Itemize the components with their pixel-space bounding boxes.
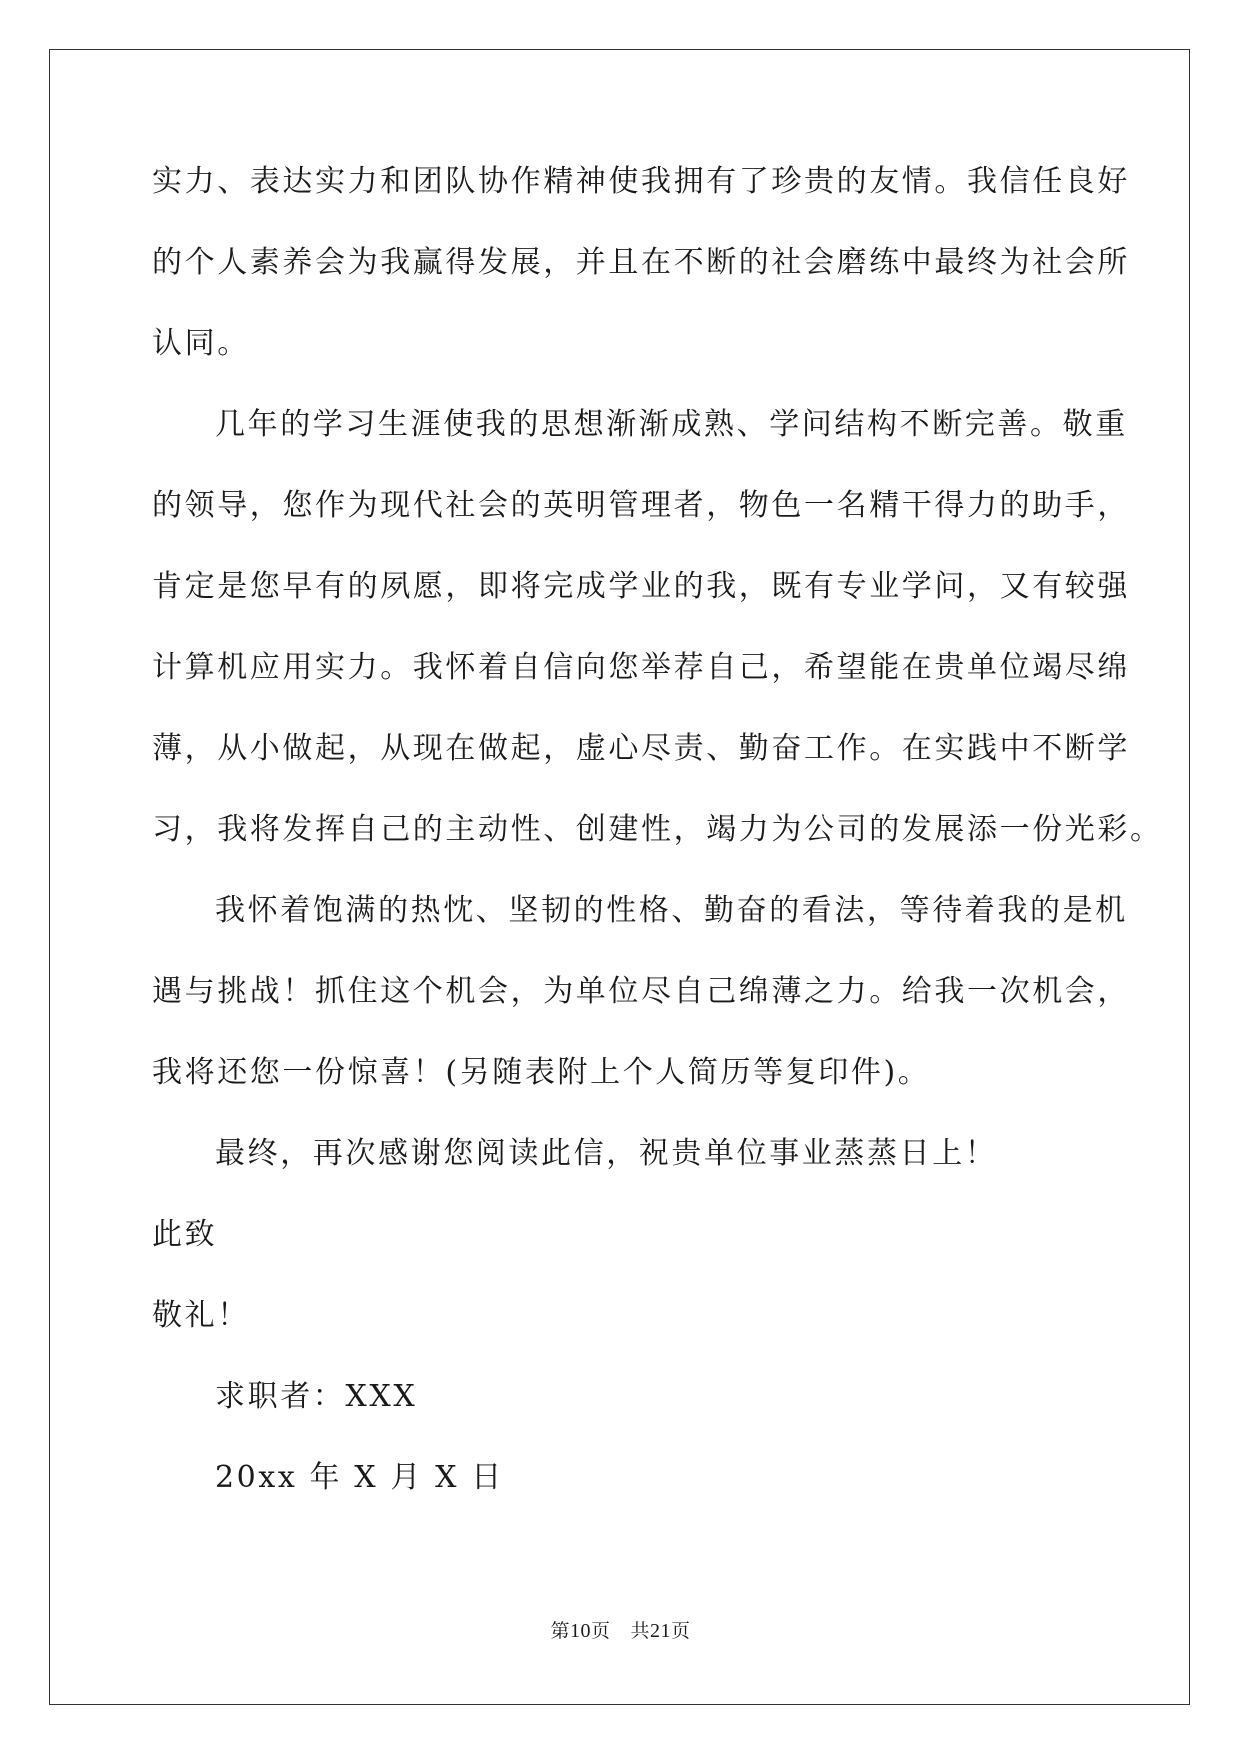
salutation-line: 此致 — [152, 1217, 218, 1252]
paragraph-line: 我怀着饱满的热忱、坚韧的性格、勤奋的看法，等待着我的是机 — [215, 893, 1128, 928]
page-current: 10 — [569, 1620, 591, 1642]
paragraph-line: 计算机应用实力。我怀着自信向您举荐自己，希望能在贵单位竭尽绵 — [152, 650, 1130, 685]
total-suffix: 页 — [671, 1620, 691, 1642]
salutation-line: 敬礼！ — [152, 1298, 250, 1333]
paragraph-line: 我将还您一份惊喜！(另随表附上个人简历等复印件)。 — [152, 1055, 931, 1090]
signature-line: 求职者：XXX — [215, 1379, 418, 1414]
page-prefix: 第 — [550, 1620, 570, 1642]
date-line: 20xx 年 X 月 X 日 — [215, 1460, 504, 1495]
paragraph-line: 肯定是您早有的夙愿，即将完成学业的我，既有专业学问，又有较强 — [152, 569, 1130, 604]
paragraph-line: 的领导，您作为现代社会的英明管理者，物色一名精干得力的助手， — [152, 488, 1130, 523]
page-total: 21 — [650, 1620, 672, 1642]
paragraph-line: 认同。 — [152, 326, 250, 361]
paragraph-line: 几年的学习生涯使我的思想渐渐成熟、学问结构不断完善。敬重 — [215, 407, 1128, 442]
closing-line: 最终，再次感谢您阅读此信，祝贵单位事业蒸蒸日上！ — [215, 1136, 998, 1171]
paragraph-line: 实力、表达实力和团队协作精神使我拥有了珍贵的友情。我信任良好 — [152, 164, 1130, 199]
paragraph-line: 习，我将发挥自己的主动性、创建性，竭力为公司的发展添一份光彩。 — [152, 812, 1163, 847]
page-suffix: 页 — [590, 1620, 611, 1642]
paragraph-line: 薄，从小做起，从现在做起，虚心尽责、勤奋工作。在实践中不断学 — [152, 731, 1130, 766]
page-number-footer — [0, 1616, 1241, 1643]
letter-body — [152, 164, 1163, 1541]
total-prefix: 共 — [630, 1620, 651, 1642]
paragraph-line: 遇与挑战！抓住这个机会，为单位尽自己绵薄之力。给我一次机会， — [152, 974, 1130, 1009]
paragraph-line: 的个人素养会为我赢得发展，并且在不断的社会磨练中最终为社会所 — [152, 245, 1130, 280]
